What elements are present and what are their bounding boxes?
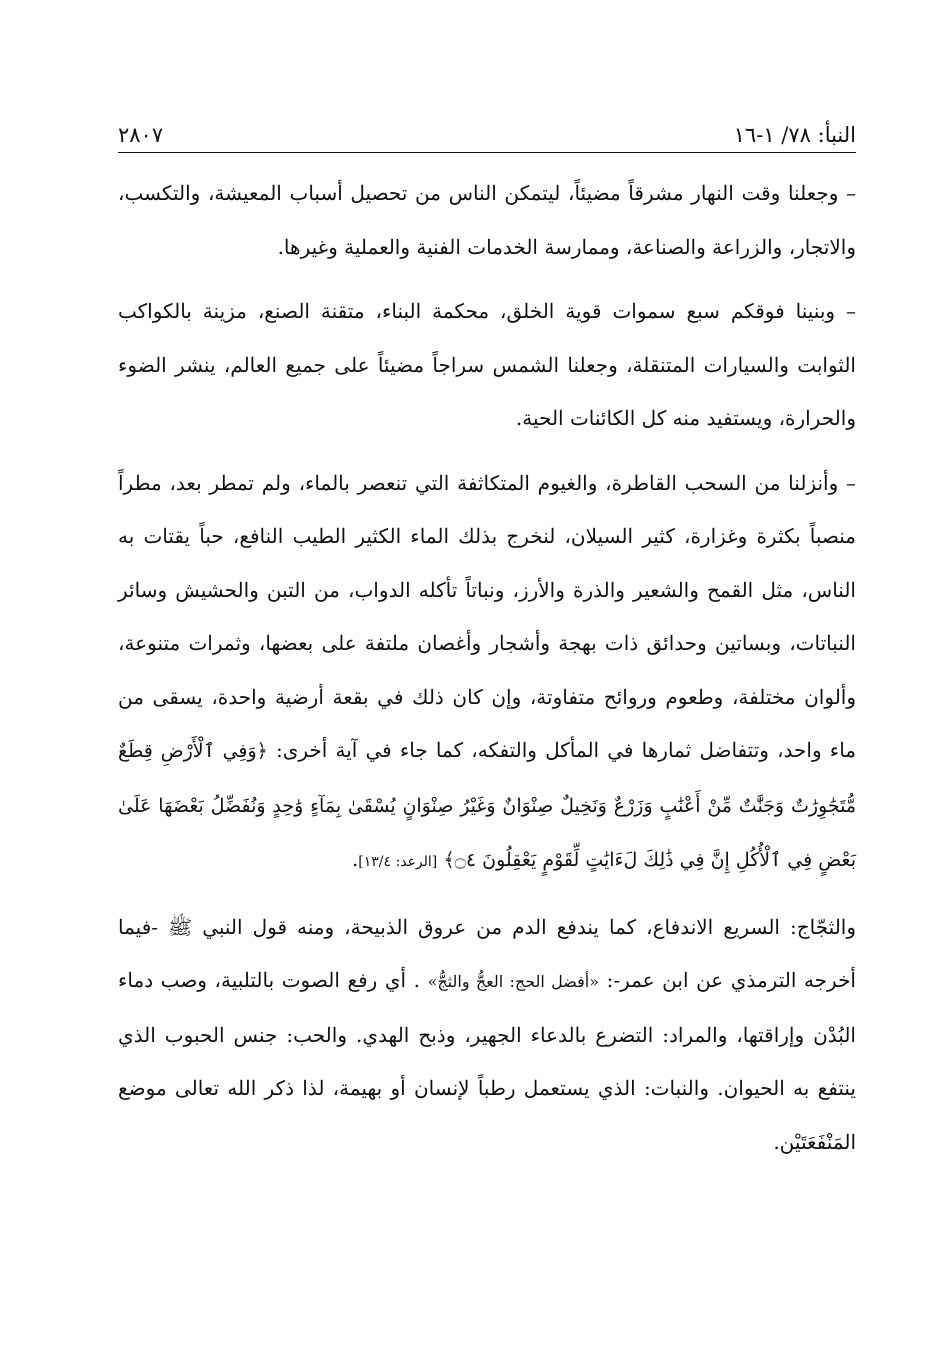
document-page (118, 112, 856, 1180)
hadith-quote: «أفضل الحج: العجُّ والثجُّ» (427, 972, 600, 991)
header-divider (118, 152, 856, 153)
paragraph-definitions-text-b: . أي رفع الصوت بالتلبية، وصب دماء البُدْن وإراقتها، والمراد: التضرع بالدعاء الجهير، وذبح الهدي. والحب: جنس الحبوب الذي ينتفع به الحيوان. والنبات: الذي يستعمل رطباً لإنسان أو بهيمة، لذا ذكر الله تعالى موضع المَنْفَعَتَيْن. (118, 968, 856, 1154)
paragraph-definitions-text-a: والثجّاج: السريع الاندفاع، كما يندفع الدم من عروق الذبيحة، ومنه قول النبي ﷺ -فيما أخرجه الترمذي عن ابن عمر-: (118, 914, 856, 992)
paragraph-rain-end: . (351, 847, 359, 871)
page-header (118, 112, 856, 150)
page-number: ٢٨٠٧ (118, 123, 164, 147)
paragraph-definitions (118, 901, 856, 1170)
quran-verse: ﴿وَفِي ٱلْأَرْضِ قِطَعٌ مُّتَجَٰوِرَٰتٌ وَجَنَّٰتٌ مِّنْ أَعْنَٰبٍ وَزَرْعٌ وَنَخِيلٌ صِنْوَانٌ وَغَيْرُ صِنْوَانٍ يُسْقَىٰ بِمَآءٍ وَٰحِدٍ وَنُفَضِّلُ بَعْضَهَا عَلَىٰ بَعْضٍ فِي ٱلْأُكُلِ إِنَّ فِي ذَٰلِكَ لَءَايَٰتٍ لِّقَوْمٍ يَعْقِلُونَ ۝٤﴾ (118, 740, 856, 871)
paragraph-rain (118, 457, 856, 890)
surah-reference: النبأ: ٧٨/ ١-١٦ (733, 123, 856, 147)
paragraph-heavens: – وبنينا فوقكم سبع سموات قوية الخلق، محكمة البناء، متقنة الصنع، مزينة بالكواكب الثوابت والسيارات المتنقلة، وجعلنا الشمس سراجاً مضيئاً على جميع العالم، ينشر الضوء والحرارة، ويستفيد منه كل الكائنات الحية. (118, 299, 856, 430)
paragraph-rain-text: – وأنزلنا من السحب القاطرة، والغيوم المتكاثفة التي تنعصر بالماء، ولم تمطر بعد، مطراً منصباً بكثرة وغزارة، كثير السيلان، لنخرج بذلك الماء الكثير الطيب النافع، حباً يقتات به الناس، مثل القمح والشعير والذرة والأرز، ونباتاً تأكله الدواب، من التبن والحشيش وسائر النباتات، وبساتين وحدائق ذات بهجة وأشجار وأغصان ملتفة على بعضها، وثمرات متنوعة، وألوان مختلفة، وطعوم وروائح متفاوتة، وإن كان ذلك في بقعة أرضية واحدة، يسقى من ماء واحد، وتتفاضل ثمارها في المأكل والتفكه، كما جاء في آية أخرى: (118, 470, 857, 762)
verse-reference: [الرعد: ١٣/٤] (358, 854, 438, 870)
paragraph-day: – وجعلنا وقت النهار مشرقاً مضيئاً، ليتمكن الناس من تحصيل أسباب المعيشة، والتكسب، والاتجار، والزراعة والصناعة، وممارسة الخدمات الفنية والعملية وغيرها. (118, 181, 856, 259)
